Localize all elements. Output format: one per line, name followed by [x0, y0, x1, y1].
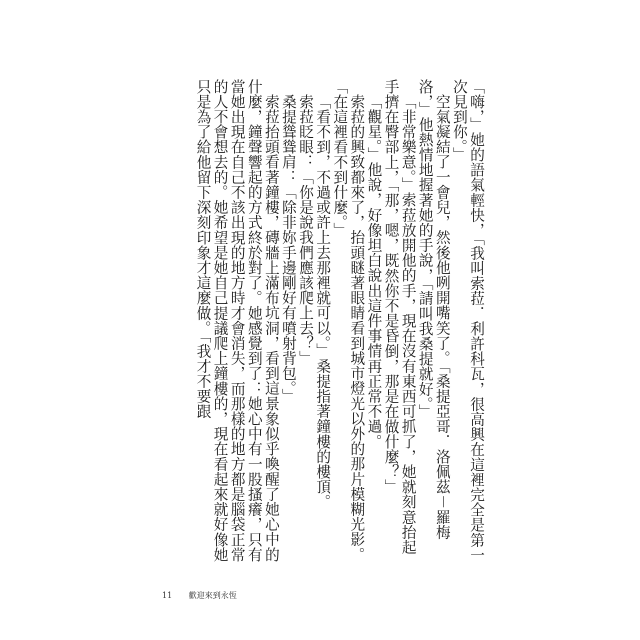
page-footer [162, 590, 237, 601]
paragraph-3: 「非常樂意。」索菈放開他的手，現在沒有東西可抓了，她就刻意抬起手擠在臀部上，「那，嗯，既然你不是昏倒，那是在做什麼？」 [382, 79, 417, 555]
paragraph-8: 桑提聳聳肩：「除非妳手邊剛好有噴射背包。」 [279, 93, 297, 404]
paragraph-6: 「看不到，不過或許上去那裡就可以。」桑提指著鐘樓的樓頂。 [314, 93, 332, 510]
body-text [159, 79, 485, 569]
paragraph-1: 「嗨，」她的語氣輕快，「我叫索菈．利許科瓦，很高興在這裡完全是第一次見到你。」 [450, 79, 485, 563]
paragraph-2: 空氣凝結了一會兒，然後他咧開嘴笑了。「桑提亞哥．洛佩茲－羅梅洛，」他熱情地握著她的手說，「請叫我桑提就好。」 [416, 79, 451, 540]
running-title: 歡迎來到永恆 [188, 591, 237, 600]
page-number: 11 [162, 591, 173, 600]
paragraph-9: 索菈抬頭看著鐘樓，磚牆上滿布坑洞，看到這景象似乎喚醒了她心中的什麼，鐘聲響起的方式終於對了。她感覺到了：她心中有一股搔癢，只有當她出現在自己不該出現的地方時才會消失，而那樣的地方都是腦袋正常的人不會想去的。她希望是她自己提議爬上鐘樓的，現在看起來就好像她只是為了給他留下深刻印象才這麼做。「我才不要跟 [194, 79, 280, 563]
paragraph-7: 索菈眨眼：「你是說我們應該爬上去？」 [297, 93, 315, 366]
paragraph-4: 「觀星。」他說，好像坦白說出這件事情再正常不過。 [365, 93, 383, 449]
paragraph-5: 索菈的興致都來了，抬頭瞇著眼睛看到城市燈光以外的那片模糊光影。「在這裡看不到什麼。」 [331, 79, 366, 562]
